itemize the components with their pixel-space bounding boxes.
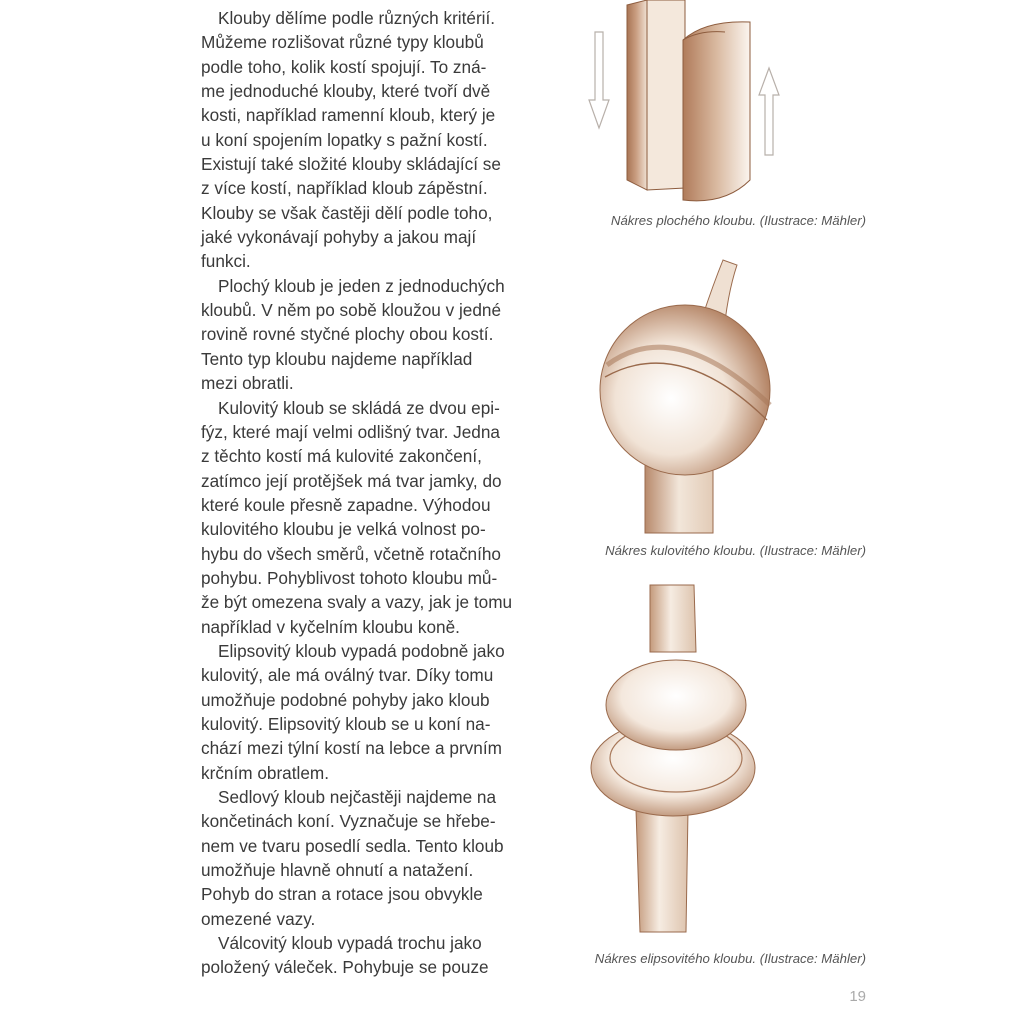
paragraph-first-line: Sedlový kloub nejčastěji najdeme na [218,787,497,807]
ellipsoid-head [606,660,746,750]
text-line: mezi obratli. [201,373,294,394]
ellipsoid-joint-illustration [588,580,768,935]
flat-joint-illustration [585,0,785,205]
text-line: z těchto kostí má kulovité zakončení, [201,446,482,467]
ball-head [600,305,770,475]
text-line: chází mezi týlní kostí na lebce a prvním [201,738,502,759]
text-line: umožňuje hlavně ohnutí a natažení. [201,860,474,881]
text-line: z více kostí, například kloub zápěstní. [201,178,488,199]
text-line: u koní spojením lopatky s pažní kostí. [201,129,488,150]
text-line: kulovitý. Elipsovitý kloub se u koní na- [201,713,491,734]
up-arrow-icon [759,68,779,155]
text-line: zatímco její protějšek má tvar jamky, do [201,470,502,491]
text-line: nem ve tvaru posedlí sedla. Tento kloub [201,835,504,856]
text-line: Můžeme rozlišovat různé typy kloubů [201,32,484,53]
ball-joint-illustration [595,255,785,540]
text-line: položený váleček. Pohybuje se pouze [201,957,489,978]
figure-caption: Nákres elipsovitého kloubu. (Ilustrace: Mähler) [594,951,866,966]
text-line: kosti, například ramenní kloub, který je [201,105,496,126]
paragraph-first-line: Elipsovitý kloub vypadá podobně jako [218,640,505,661]
text-line: krčním obratlem. [201,762,329,783]
figure-caption: Nákres kulovitého kloubu. (Ilustrace: Mähler) [605,543,866,558]
text-line: rovině rovné styčné plochy obou kostí. [201,324,494,345]
text-line: jaké vykonávají pohyby a jakou mají [201,227,477,248]
paragraph-first-line: Klouby dělíme podle různých kritérií. [218,8,496,28]
text-line: Klouby se však častěji dělí podle toho, [201,202,493,223]
body-text-column [201,6,541,980]
text-line: Tento typ kloubu najdeme například [201,348,473,369]
text-line: Existují také složité klouby skládající se [201,154,501,175]
text-line: podle toho, kolik kostí spojují. To zná- [201,56,487,77]
text-line: například v kyčelním kloubu koně. [201,616,460,637]
text-line: fýz, které mají velmi odlišný tvar. Jedna [201,421,500,442]
text-line: omezené vazy. [201,908,316,929]
page-number: 19 [849,988,866,1005]
down-arrow-icon [589,32,609,128]
text-line: kulovitý, ale má oválný tvar. Díky tomu [201,665,494,686]
text-line: končetinách koní. Vyznačuje se hřebe- [201,811,496,832]
text-line: kulovitého kloubu je velká volnost po- [201,519,486,540]
paragraph-first-line: Kulovitý kloub se skládá ze dvou epi- [218,397,500,418]
text-line: umožňuje podobné pohyby jako kloub [201,689,490,710]
text-line: hybu do všech směrů, včetně rotačního [201,543,501,564]
text-line: me jednoduché klouby, které tvoří dvě [201,81,491,102]
left-bone-block [627,0,685,190]
text-line: pohybu. Pohyblivost tohoto kloubu mů- [201,567,498,588]
text-line: že být omezena svaly a vazy, jak je tomu [201,592,513,613]
text-line: které koule přesně zapadne. Výhodou [201,494,491,515]
paragraph-first-line: Válcovitý kloub vypadá trochu jako [218,933,482,954]
text-line: kloubů. V něm po sobě kloužou v jedné [201,300,502,321]
paragraph-first-line: Plochý kloub je jeden z jednoduchých [218,275,505,296]
text-line: funkci. [201,251,251,272]
figure-caption: Nákres plochého kloubu. (Ilustrace: Mähler) [610,213,866,228]
text-line: Pohyb do stran a rotace jsou obvykle [201,884,483,905]
right-bone-cylinder [683,22,750,201]
